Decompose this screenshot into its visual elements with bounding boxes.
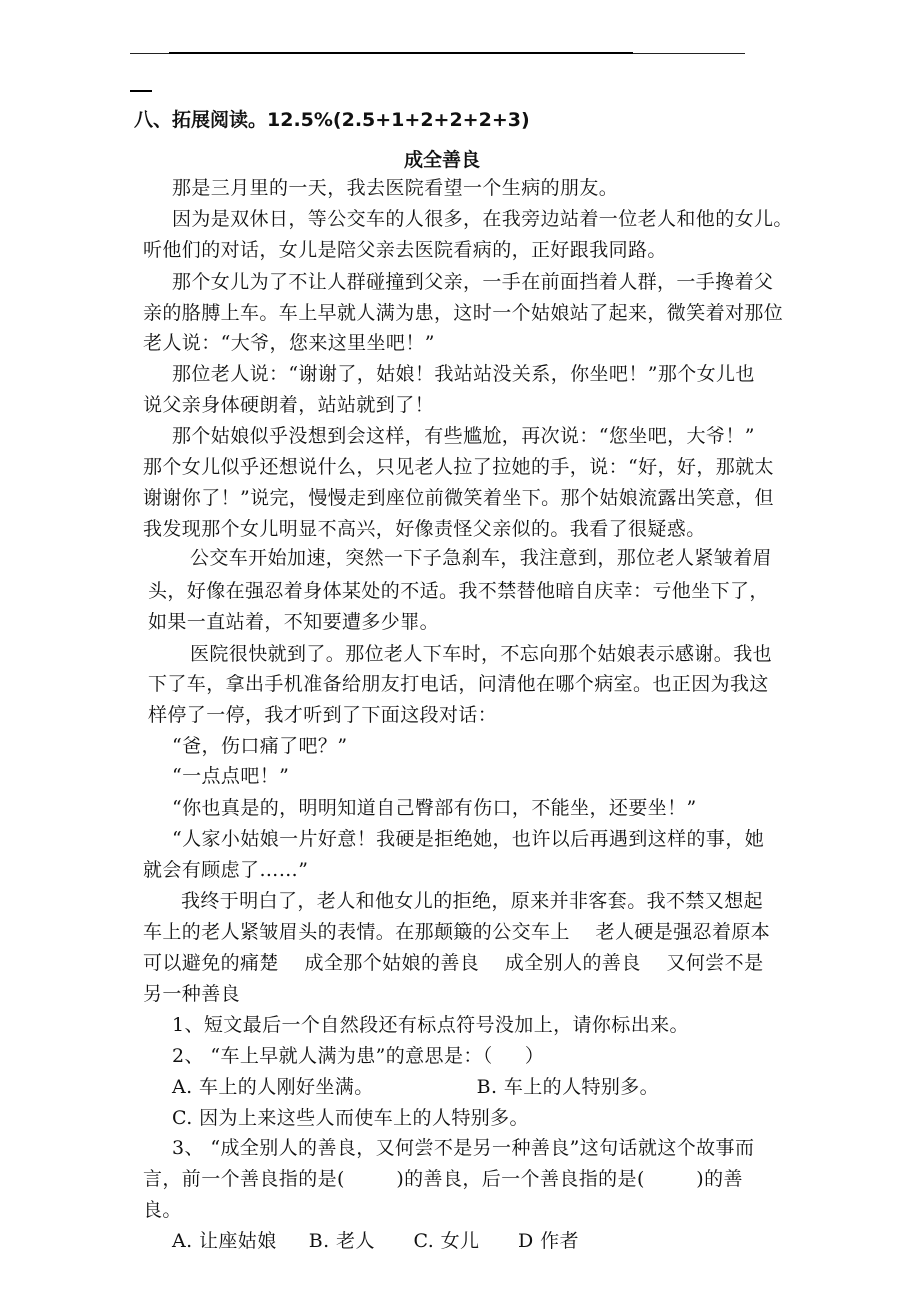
- text-line: 头，好像在强忍着身体某处的不适。我不禁替他暗自庆幸：亏他坐下了，: [148, 580, 769, 602]
- question-2: 2、 “车上早就人满为患”的意思是：（ ）: [172, 1045, 545, 1067]
- article-title: 成全善良: [404, 149, 481, 171]
- text-line: 我终于明白了，老人和他女儿的拒绝，原来并非客套。我不禁又想起: [181, 890, 764, 912]
- text-line: 车上的老人紧皱眉头的表情。在那颠簸的公交车上 老人硬是强忍着原本: [143, 921, 771, 943]
- text-line: 那位老人说：“谢谢了，姑娘！我站站没关系，你坐吧！”那个女儿也: [172, 363, 755, 385]
- question-3: 3、 “成全别人的善良，又何尝不是另一种善良”这句话就这个故事而: [172, 1137, 755, 1159]
- section-heading: 八、拓展阅读。12.5%(2.5+1+2+2+2+3): [134, 109, 530, 131]
- text-line: 因为是双休日，等公交车的人很多，在我旁边站着一位老人和他的女儿。: [172, 208, 793, 230]
- short-rule: [130, 90, 152, 92]
- text-line: 下了车，拿出手机准备给朋友打电话，问清他在哪个病室。也正因为我这: [148, 673, 769, 695]
- text-line: 就会有顾虑了……”: [143, 859, 309, 881]
- text-line: 样停了一停，我才听到了下面这段对话：: [148, 704, 498, 726]
- text-line: 那个姑娘似乎没想到会这样，有些尴尬，再次说：“您坐吧，大爷！”: [172, 425, 755, 447]
- text-line: 谢谢你了！”说完，慢慢走到座位前微笑着坐下。那个姑娘流露出笑意，但: [143, 487, 774, 509]
- text-line: 另一种善良: [143, 983, 241, 1005]
- text-line: 亲的胳膊上车。车上早就人满为患，这时一个姑娘站了起来，微笑着对那位: [143, 302, 784, 324]
- text-line: 说父亲身体硬朗着，站站就到了！: [143, 394, 435, 416]
- text-line: “一点点吧！”: [172, 765, 290, 787]
- text-line: “人家小姑娘一片好意！我硬是拒绝她，也许以后再遇到这样的事，她: [172, 828, 765, 850]
- top-rule-bold: [169, 52, 633, 54]
- question-3-end: 良。: [143, 1199, 182, 1221]
- text-line: “爸，伤口痛了吧？”: [172, 735, 348, 757]
- text-line: 那个女儿似乎还想说什么，只见老人拉了拉她的手，说：“好，好，那就太: [143, 456, 774, 478]
- text-line: 那是三月里的一天，我去医院看望一个生病的朋友。: [172, 177, 619, 199]
- question-3-options: A. 让座姑娘 B. 老人 C. 女儿 D 作者: [172, 1230, 579, 1252]
- text-line: 医院很快就到了。那位老人下车时，不忘向那个姑娘表示感谢。我也: [190, 643, 773, 665]
- text-line: “你也真是的，明明知道自己臀部有伤口，不能坐，还要坐！”: [172, 797, 697, 819]
- question-2-option-c: C. 因为上来这些人而使车上的人特别多。: [172, 1107, 529, 1129]
- text-line: 那个女儿为了不让人群碰撞到父亲，一手在前面挡着人群，一手搀着父: [172, 271, 774, 293]
- question-2-options-ab: A. 车上的人刚好坐满。 B. 车上的人特别多。: [172, 1076, 660, 1098]
- text-line: 听他们的对话，女儿是陪父亲去医院看病的，正好跟我同路。: [143, 239, 667, 261]
- text-line: 可以避免的痛楚 成全那个姑娘的善良 成全别人的善良 又何尝不是: [143, 952, 764, 974]
- question-1: 1、短文最后一个自然段还有标点符号没加上，请你标出来。: [172, 1014, 689, 1036]
- text-line: 公交车开始加速，突然一下子急刹车，我注意到，那位老人紧皱着眉: [190, 547, 773, 569]
- text-line: 我发现那个女儿明显不高兴，好像责怪父亲似的。我看了很疑惑。: [143, 518, 706, 540]
- text-line: 老人说：“大爷，您来这里坐吧！”: [143, 332, 435, 354]
- text-line: 如果一直站着，不知要遭多少罪。: [148, 611, 440, 633]
- question-3-cont: 言，前一个善良指的是( )的善良，后一个善良指的是( )的善: [143, 1168, 743, 1190]
